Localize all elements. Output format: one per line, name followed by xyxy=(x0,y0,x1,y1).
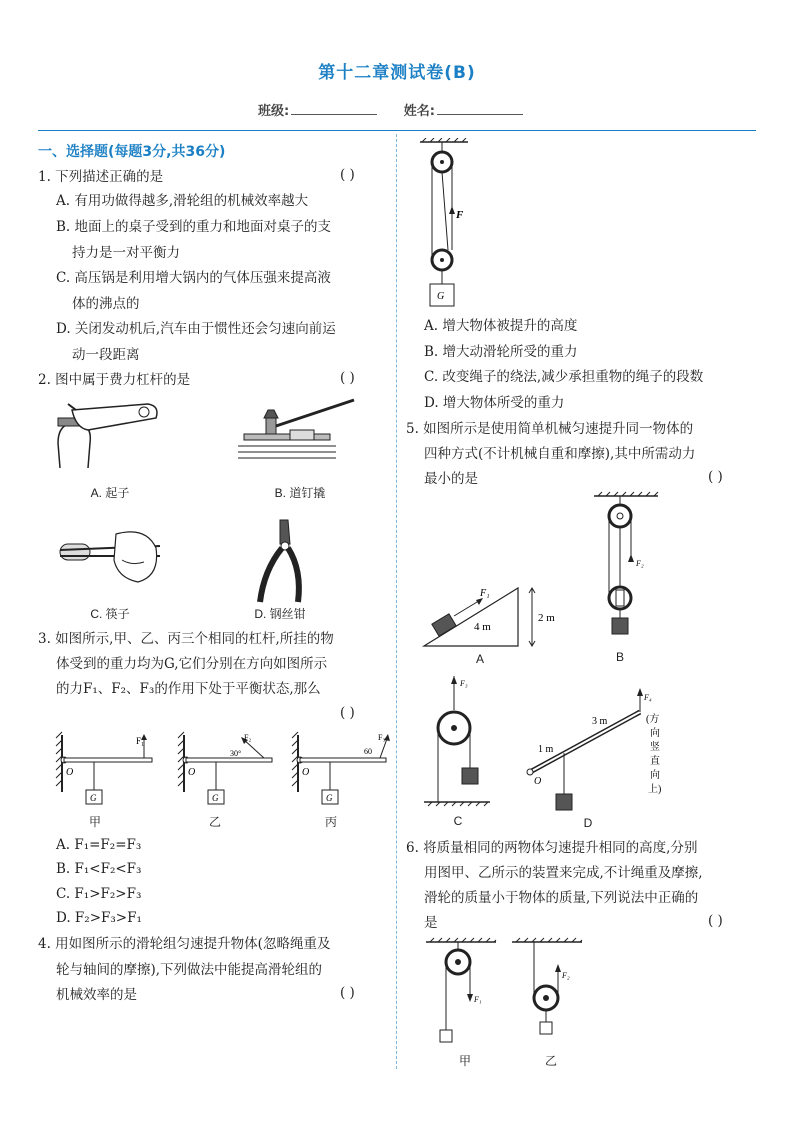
q6-stem-2: 用图甲、乙所示的装置来完成,不计绳重及摩擦, xyxy=(424,865,703,881)
q5-lever-figure xyxy=(520,684,670,818)
lever-bing-force-label: F₃ xyxy=(378,733,386,742)
q4-weight-label: G xyxy=(437,291,445,302)
name-field[interactable] xyxy=(437,102,523,115)
q5-c-force-label: F₃ xyxy=(460,679,468,688)
q6-movable-pulley-figure xyxy=(510,936,590,1048)
q5-answer-blank[interactable]: ( ) xyxy=(708,469,723,485)
q6-yi-label: 乙 xyxy=(544,1054,557,1068)
q5-single-pulley-figure xyxy=(420,670,500,815)
q6-jia-label: 甲 xyxy=(458,1054,471,1068)
class-field[interactable] xyxy=(291,102,377,115)
lever-bing-label: 丙 xyxy=(324,815,337,829)
q5-fig-c-label: C xyxy=(453,814,463,828)
q1-option-c: C. 高压锅是利用增大锅内的气体压强来提高液 xyxy=(56,270,331,286)
q4-force-label: F xyxy=(456,209,464,221)
lever-yi-figure xyxy=(172,730,277,825)
q6-stem-3: 滑轮的质量小于物体的质量,下列说法中正确的 xyxy=(424,890,699,906)
name-label: 姓名: xyxy=(403,104,435,119)
q6-answer-blank[interactable]: ( ) xyxy=(708,913,723,929)
lever-bing-pivot-label: O xyxy=(302,767,310,778)
q1-option-d-cont: 动一段距离 xyxy=(72,347,140,363)
q3-stem-2: 体受到的重力均为G,它们分别在方向如图所示 xyxy=(56,656,328,672)
lever-yi-pivot-label: O xyxy=(188,767,196,778)
q5-d-force-label: F₄ xyxy=(644,693,652,702)
q1-option-d: D. 关闭发动机后,汽车由于惯性还会匀速向前运 xyxy=(56,321,336,337)
q5-d-dir-3: 竖 xyxy=(650,742,660,753)
lever-bing-angle-label: 60 xyxy=(364,747,372,756)
lever-yi-label: 乙 xyxy=(208,815,221,829)
q3-option-c: C. F₁>F₂>F₃ xyxy=(56,886,142,902)
q5-stem-2: 四种方式(不计机械自重和摩擦),其中所需动力 xyxy=(424,446,696,462)
q5-d-long-arm-label: 3 m xyxy=(592,716,608,727)
q2-caption-a: A. 起子 xyxy=(90,486,130,500)
student-info xyxy=(258,100,545,119)
q5-a-length-label: 4 m xyxy=(474,621,491,633)
q2-stem: 2. 图中属于费力杠杆的是 xyxy=(38,372,191,388)
lever-jia-force-label: F₁ xyxy=(136,736,145,746)
chopsticks-figure xyxy=(56,520,166,592)
q4-answer-blank[interactable]: ( ) xyxy=(340,985,355,1001)
q5-a-height-label: 2 m xyxy=(538,612,555,624)
q5-d-pivot-label: O xyxy=(534,776,542,787)
lever-jia-pivot-label: O xyxy=(66,767,74,778)
q4-stem-3: 机械效率的是 xyxy=(56,987,137,1003)
q2-caption-c: C. 筷子 xyxy=(90,607,130,621)
header-rule xyxy=(38,130,756,131)
q1-stem: 1. 下列描述正确的是 xyxy=(38,169,164,185)
pliers-figure xyxy=(250,514,320,606)
q6-yi-force-label: F₂ xyxy=(562,971,570,980)
q1-option-b: B. 地面上的桌子受到的重力和地面对桌子的支 xyxy=(56,219,332,235)
q3-stem-3: 的力F₁、F₂、F₃的作用下处于平衡状态,那么 xyxy=(56,681,321,697)
lever-jia-figure xyxy=(50,730,155,825)
section-heading: 一、选择题(每题3分,共36分) xyxy=(38,144,226,160)
q4-option-a: A. 增大物体被提升的高度 xyxy=(424,318,578,334)
q2-caption-d: D. 钢丝钳 xyxy=(254,607,306,621)
q3-option-a: A. F₁=F₂=F₃ xyxy=(56,837,142,853)
q6-stem-4: 是 xyxy=(424,915,438,931)
q5-fig-d-label: D xyxy=(583,816,593,830)
q5-d-dir-1: (方 xyxy=(646,714,660,725)
class-label: 班级: xyxy=(258,104,290,119)
crowbar-figure xyxy=(236,396,366,476)
q4-stem-2: 轮与轴间的摩擦),下列做法中能提高滑轮组的 xyxy=(56,962,323,978)
q4-option-b: B. 增大动滑轮所受的重力 xyxy=(424,344,578,360)
lever-jia-label: 甲 xyxy=(88,815,101,829)
q6-stem-1: 6. 将质量相同的两物体匀速提升相同的高度,分别 xyxy=(406,840,698,856)
q1-option-b-cont: 持力是一对平衡力 xyxy=(72,245,180,261)
q4-pulley-figure xyxy=(418,138,478,310)
q6-jia-force-label: F₁ xyxy=(474,995,482,1004)
q2-answer-blank[interactable]: ( ) xyxy=(340,370,355,386)
q5-fig-b-label: B xyxy=(615,650,624,664)
q5-incline-figure xyxy=(420,580,580,652)
q2-caption-b: B. 道钉撬 xyxy=(274,486,326,500)
bottle-opener-figure xyxy=(48,398,168,473)
q5-pulley-block-figure xyxy=(592,490,662,650)
q5-a-force-label: F₁ xyxy=(480,588,490,599)
q5-d-dir-6: 上) xyxy=(648,784,662,795)
q4-option-d: D. 增大物体所受的重力 xyxy=(424,395,565,411)
q5-stem-1: 5. 如图所示是使用简单机械匀速提升同一物体的 xyxy=(406,421,694,437)
lever-bing-weight-label: G xyxy=(326,793,333,803)
q6-fixed-pulley-figure xyxy=(424,936,504,1048)
q5-stem-3: 最小的是 xyxy=(424,471,478,487)
column-divider xyxy=(396,134,397,1069)
lever-jia-weight-label: G xyxy=(90,793,97,803)
q5-d-dir-4: 直 xyxy=(650,756,660,767)
q4-option-c: C. 改变绳子的绕法,减少承担重物的绳子的段数 xyxy=(424,369,704,385)
q1-option-c-cont: 体的沸点的 xyxy=(72,296,140,312)
q3-answer-blank[interactable]: ( ) xyxy=(340,705,355,721)
q1-option-a: A. 有用功做得越多,滑轮组的机械效率越大 xyxy=(56,193,309,209)
q4-stem-1: 4. 用如图所示的滑轮组匀速提升物体(忽略绳重及 xyxy=(38,936,331,952)
q5-b-force-label: F₂ xyxy=(636,559,644,568)
lever-yi-force-label: F₂ xyxy=(244,733,252,742)
q5-fig-a-label: A xyxy=(475,652,484,666)
lever-bing-figure xyxy=(286,730,391,825)
page-title: 第十二章测试卷(B) xyxy=(318,63,476,83)
q3-option-b: B. F₁<F₂<F₃ xyxy=(56,861,142,877)
q3-stem-1: 3. 如图所示,甲、乙、丙三个相同的杠杆,所挂的物 xyxy=(38,631,334,647)
q1-answer-blank[interactable]: ( ) xyxy=(340,167,355,183)
q5-d-dir-2: 向 xyxy=(650,728,660,739)
q5-d-dir-5: 向 xyxy=(650,770,660,781)
lever-yi-weight-label: G xyxy=(212,793,219,803)
q5-d-short-arm-label: 1 m xyxy=(538,744,554,755)
q3-option-d: D. F₂>F₃>F₁ xyxy=(56,910,142,926)
lever-yi-angle-label: 30° xyxy=(230,749,242,758)
